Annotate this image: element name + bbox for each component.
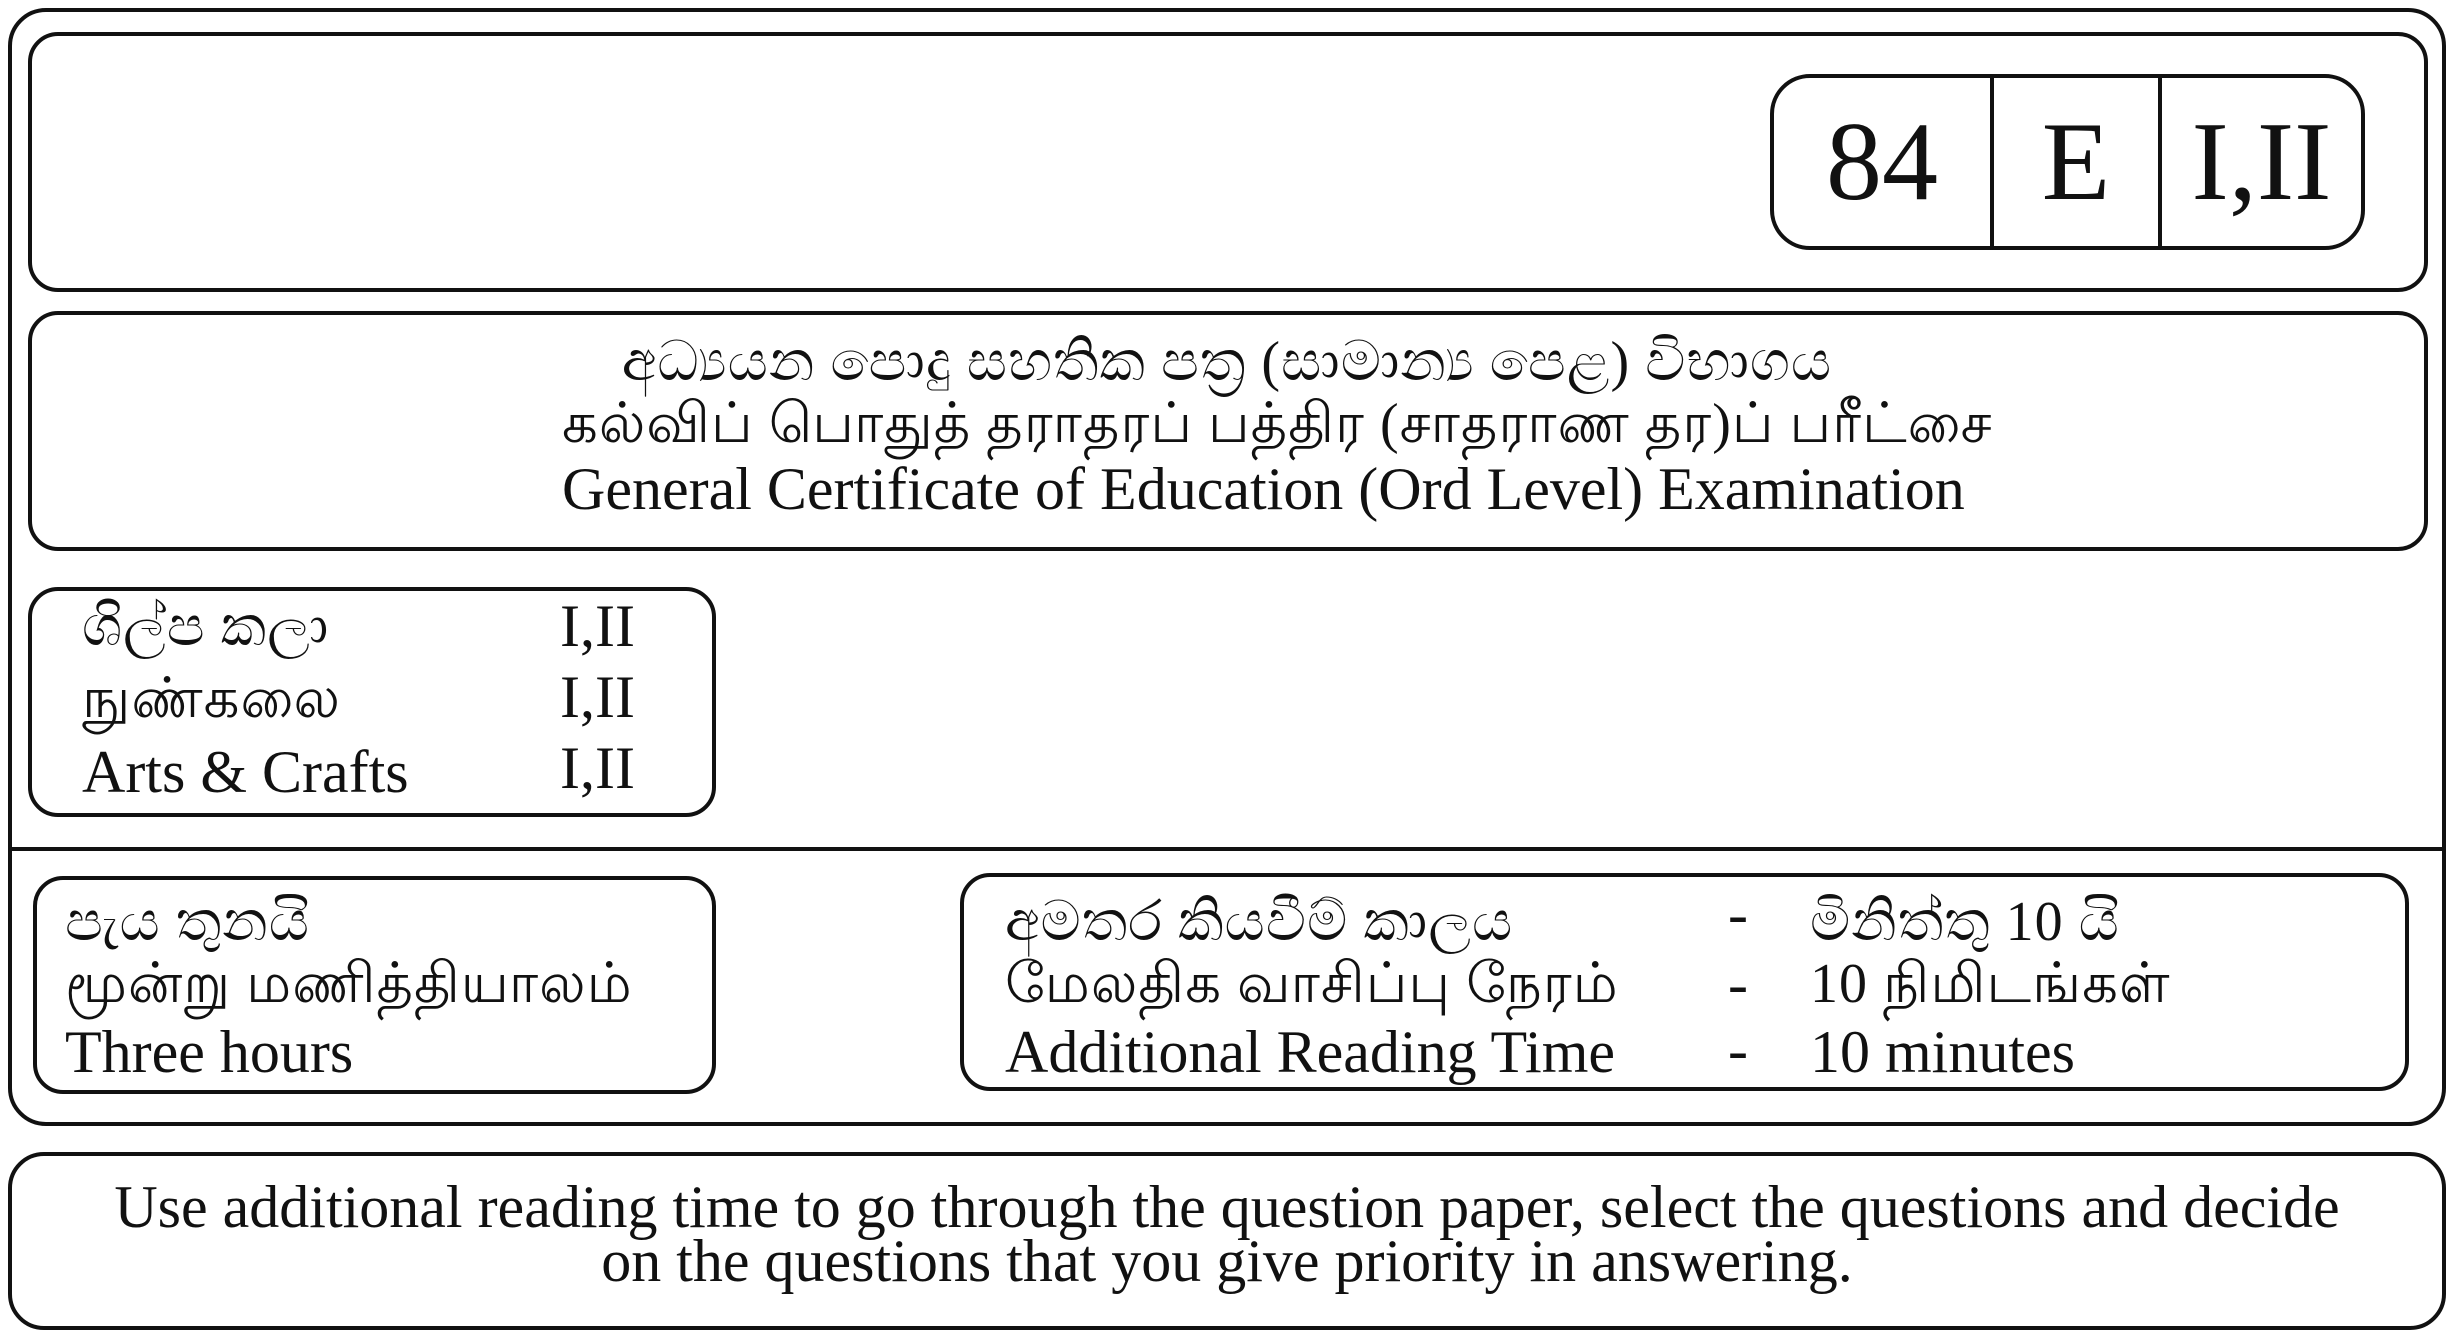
medium-code: E bbox=[1994, 78, 2162, 246]
exam-title-english: General Certificate of Education (Ord Level) Examination bbox=[562, 456, 1965, 522]
paper-code-box bbox=[1770, 74, 2365, 250]
reading-dash-2: - bbox=[1728, 951, 1748, 1017]
duration-tamil: மூன்று மணித்தியாலம் bbox=[65, 953, 633, 1015]
subject-papers-1: I,II bbox=[560, 593, 635, 659]
reading-value-tamil: 10 நிமிடங்கள் bbox=[1810, 953, 2171, 1015]
exam-title-tamil: கல்விப் பொதுத் தராதரப் பத்திர (சாதராண தர)ப் பரீட்சை bbox=[562, 393, 1993, 455]
duration-english: Three hours bbox=[65, 1019, 354, 1085]
instruction-line-1: Use additional reading time to go through the question paper, select the questions and decide bbox=[114, 1174, 2340, 1240]
reading-label-sinhala: අමතර කියවීම් කාලය bbox=[1005, 891, 1514, 953]
subject-papers-3: I,II bbox=[560, 735, 635, 801]
reading-dash-3: - bbox=[1728, 1017, 1748, 1083]
subject-papers-2: I,II bbox=[560, 664, 635, 730]
duration-sinhala: පැය තුනයි bbox=[65, 891, 311, 953]
subject-number: 84 bbox=[1774, 78, 1994, 246]
exam-title-sinhala: අධ්‍යයන පොදු සහතික පත්‍ර (සාමාන්‍ය පෙළ) විභාගය bbox=[621, 331, 1833, 393]
subject-tamil: நுண்கலை bbox=[82, 668, 341, 730]
paper-numbers: I,II bbox=[2191, 99, 2332, 224]
section-divider bbox=[10, 847, 2445, 851]
subject-english: Arts & Crafts bbox=[82, 739, 409, 805]
reading-value-sinhala: මිනිත්තු 10 යි bbox=[1810, 891, 2120, 953]
instruction-line-2: on the questions that you give priority in answering. bbox=[601, 1228, 1853, 1294]
reading-label-english: Additional Reading Time bbox=[1005, 1019, 1616, 1085]
reading-dash-1: - bbox=[1728, 881, 1748, 947]
reading-value-english: 10 minutes bbox=[1810, 1019, 2075, 1085]
reading-label-tamil: மேலதிக வாசிப்பு நேரம் bbox=[1005, 953, 1619, 1015]
subject-sinhala: ශිල්ප කලා bbox=[82, 596, 330, 658]
